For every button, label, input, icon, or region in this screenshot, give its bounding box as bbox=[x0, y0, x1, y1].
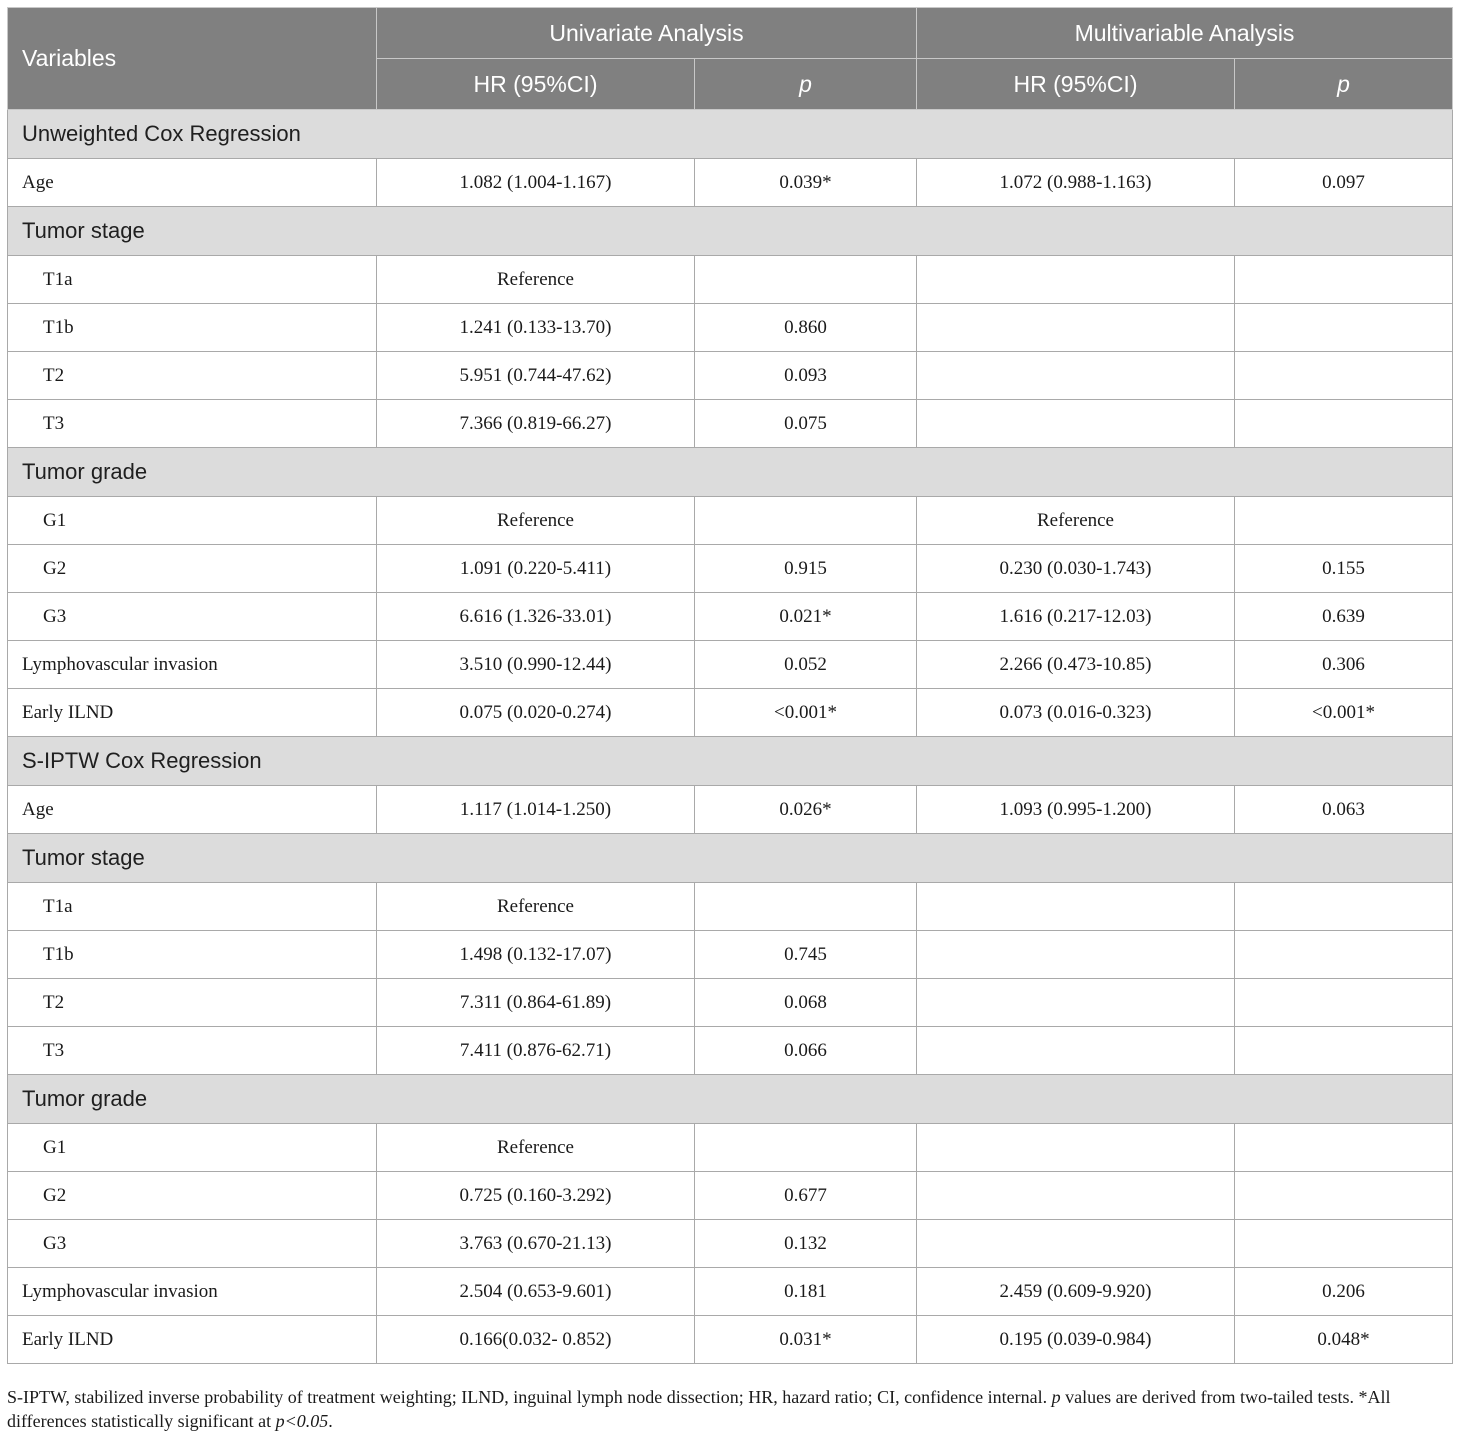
univariate-p-cell bbox=[695, 256, 917, 304]
multivariable-p-cell bbox=[1235, 1027, 1453, 1075]
table-row bbox=[8, 1268, 1453, 1316]
univariate-p-cell bbox=[695, 497, 917, 545]
univariate-hr-cell: 5.951 (0.744-47.62) bbox=[377, 352, 695, 400]
variable-cell: T3 bbox=[8, 1027, 377, 1075]
section-row bbox=[8, 834, 1453, 883]
variable-cell: G1 bbox=[8, 1124, 377, 1172]
univariate-hr-cell: Reference bbox=[377, 1124, 695, 1172]
univariate-p-cell: 0.066 bbox=[695, 1027, 917, 1075]
univariate-p-cell: 0.745 bbox=[695, 931, 917, 979]
multivariable-hr-cell bbox=[917, 1220, 1235, 1268]
multivariable-p-cell bbox=[1235, 304, 1453, 352]
univariate-p-cell: <0.001* bbox=[695, 689, 917, 737]
table-row bbox=[8, 1027, 1453, 1075]
cox-regression-table bbox=[7, 7, 1453, 1364]
multivariable-p-cell: 0.306 bbox=[1235, 641, 1453, 689]
multivariable-hr-cell: 0.195 (0.039-0.984) bbox=[917, 1316, 1235, 1364]
univariate-hr-cell: 7.366 (0.819-66.27) bbox=[377, 400, 695, 448]
univariate-hr-cell: 7.411 (0.876-62.71) bbox=[377, 1027, 695, 1075]
table-row bbox=[8, 304, 1453, 352]
table-row bbox=[8, 1172, 1453, 1220]
multivariable-hr-cell bbox=[917, 352, 1235, 400]
header-variables: Variables bbox=[8, 8, 377, 110]
table-row bbox=[8, 1220, 1453, 1268]
header-univariate-p: p bbox=[695, 59, 917, 110]
univariate-hr-cell: 6.616 (1.326-33.01) bbox=[377, 593, 695, 641]
univariate-p-cell: 0.132 bbox=[695, 1220, 917, 1268]
section-label: S-IPTW Cox Regression bbox=[8, 737, 1453, 786]
table-body bbox=[8, 110, 1453, 1364]
multivariable-p-cell bbox=[1235, 1220, 1453, 1268]
variable-cell: T2 bbox=[8, 352, 377, 400]
multivariable-p-cell bbox=[1235, 883, 1453, 931]
table-row bbox=[8, 979, 1453, 1027]
table-row bbox=[8, 545, 1453, 593]
multivariable-hr-cell: 2.459 (0.609-9.920) bbox=[917, 1268, 1235, 1316]
multivariable-hr-cell: 1.616 (0.217-12.03) bbox=[917, 593, 1235, 641]
table-row bbox=[8, 1124, 1453, 1172]
table-row bbox=[8, 159, 1453, 207]
multivariable-hr-cell bbox=[917, 883, 1235, 931]
multivariable-hr-cell bbox=[917, 256, 1235, 304]
variable-cell: G3 bbox=[8, 1220, 377, 1268]
header-multivariable-hr: HR (95%CI) bbox=[917, 59, 1235, 110]
table-footnote bbox=[7, 1385, 1455, 1433]
header-univariate-hr: HR (95%CI) bbox=[377, 59, 695, 110]
variable-cell: Lymphovascular invasion bbox=[8, 1268, 377, 1316]
footnote-end: . bbox=[328, 1411, 333, 1431]
multivariable-hr-cell: 0.073 (0.016-0.323) bbox=[917, 689, 1235, 737]
univariate-p-cell: 0.021* bbox=[695, 593, 917, 641]
univariate-hr-cell: 0.166(0.032- 0.852) bbox=[377, 1316, 695, 1364]
header-multivariable-p: p bbox=[1235, 59, 1453, 110]
section-row bbox=[8, 1075, 1453, 1124]
multivariable-hr-cell bbox=[917, 304, 1235, 352]
header-multivariable: Multivariable Analysis bbox=[917, 8, 1453, 59]
variable-cell: T1b bbox=[8, 931, 377, 979]
multivariable-hr-cell: 1.072 (0.988-1.163) bbox=[917, 159, 1235, 207]
univariate-p-cell: 0.052 bbox=[695, 641, 917, 689]
variable-cell: T1b bbox=[8, 304, 377, 352]
multivariable-hr-cell bbox=[917, 1124, 1235, 1172]
multivariable-hr-cell: Reference bbox=[917, 497, 1235, 545]
univariate-p-cell: 0.860 bbox=[695, 304, 917, 352]
variable-cell: G3 bbox=[8, 593, 377, 641]
multivariable-p-cell: 0.048* bbox=[1235, 1316, 1453, 1364]
multivariable-p-cell bbox=[1235, 931, 1453, 979]
section-label: Tumor grade bbox=[8, 448, 1453, 497]
header-univariate: Univariate Analysis bbox=[377, 8, 917, 59]
multivariable-p-cell: 0.097 bbox=[1235, 159, 1453, 207]
variable-cell: T1a bbox=[8, 256, 377, 304]
multivariable-p-cell: 0.155 bbox=[1235, 545, 1453, 593]
table-row bbox=[8, 593, 1453, 641]
variable-cell: G1 bbox=[8, 497, 377, 545]
univariate-hr-cell: 3.763 (0.670-21.13) bbox=[377, 1220, 695, 1268]
variable-cell: Age bbox=[8, 786, 377, 834]
table-row bbox=[8, 883, 1453, 931]
section-label: Tumor grade bbox=[8, 1075, 1453, 1124]
multivariable-p-cell bbox=[1235, 352, 1453, 400]
univariate-hr-cell: 7.311 (0.864-61.89) bbox=[377, 979, 695, 1027]
multivariable-hr-cell: 0.230 (0.030-1.743) bbox=[917, 545, 1235, 593]
section-row bbox=[8, 448, 1453, 497]
univariate-p-cell: 0.181 bbox=[695, 1268, 917, 1316]
univariate-p-cell: 0.093 bbox=[695, 352, 917, 400]
section-label: Tumor stage bbox=[8, 834, 1453, 883]
variable-cell: Early ILND bbox=[8, 689, 377, 737]
univariate-p-cell bbox=[695, 1124, 917, 1172]
multivariable-hr-cell bbox=[917, 979, 1235, 1027]
multivariable-hr-cell: 2.266 (0.473-10.85) bbox=[917, 641, 1235, 689]
multivariable-p-cell: <0.001* bbox=[1235, 689, 1453, 737]
univariate-p-cell: 0.039* bbox=[695, 159, 917, 207]
multivariable-p-cell bbox=[1235, 979, 1453, 1027]
table-row bbox=[8, 786, 1453, 834]
univariate-hr-cell: 1.082 (1.004-1.167) bbox=[377, 159, 695, 207]
variable-cell: Lymphovascular invasion bbox=[8, 641, 377, 689]
univariate-hr-cell: 1.091 (0.220-5.411) bbox=[377, 545, 695, 593]
multivariable-hr-cell: 1.093 (0.995-1.200) bbox=[917, 786, 1235, 834]
multivariable-p-cell: 0.063 bbox=[1235, 786, 1453, 834]
multivariable-hr-cell bbox=[917, 931, 1235, 979]
multivariable-p-cell bbox=[1235, 1124, 1453, 1172]
univariate-hr-cell: 1.498 (0.132-17.07) bbox=[377, 931, 695, 979]
variable-cell: T1a bbox=[8, 883, 377, 931]
section-row bbox=[8, 737, 1453, 786]
multivariable-p-cell bbox=[1235, 400, 1453, 448]
univariate-hr-cell: 2.504 (0.653-9.601) bbox=[377, 1268, 695, 1316]
multivariable-p-cell bbox=[1235, 1172, 1453, 1220]
univariate-hr-cell: 3.510 (0.990-12.44) bbox=[377, 641, 695, 689]
table-row bbox=[8, 641, 1453, 689]
univariate-p-cell bbox=[695, 883, 917, 931]
multivariable-hr-cell bbox=[917, 1027, 1235, 1075]
univariate-hr-cell: 0.075 (0.020-0.274) bbox=[377, 689, 695, 737]
multivariable-p-cell: 0.639 bbox=[1235, 593, 1453, 641]
multivariable-p-cell: 0.206 bbox=[1235, 1268, 1453, 1316]
table-row bbox=[8, 1316, 1453, 1364]
table-header bbox=[8, 8, 1453, 110]
table-row bbox=[8, 689, 1453, 737]
univariate-hr-cell: Reference bbox=[377, 883, 695, 931]
variable-cell: G2 bbox=[8, 545, 377, 593]
variable-cell: G2 bbox=[8, 1172, 377, 1220]
univariate-p-cell: 0.026* bbox=[695, 786, 917, 834]
footnote-text-2: values are derived from two-tailed tests. *All differences statistically significant at bbox=[7, 1387, 1391, 1431]
univariate-hr-cell: 1.241 (0.133-13.70) bbox=[377, 304, 695, 352]
table-row bbox=[8, 931, 1453, 979]
footnote-threshold-italic: p<0.05 bbox=[275, 1411, 329, 1431]
variable-cell: T3 bbox=[8, 400, 377, 448]
header-row-1 bbox=[8, 8, 1453, 59]
multivariable-hr-cell bbox=[917, 1172, 1235, 1220]
footnote-p-italic: p bbox=[1051, 1387, 1061, 1407]
univariate-p-cell: 0.915 bbox=[695, 545, 917, 593]
univariate-p-cell: 0.031* bbox=[695, 1316, 917, 1364]
table-row bbox=[8, 400, 1453, 448]
section-label: Unweighted Cox Regression bbox=[8, 110, 1453, 159]
table-row bbox=[8, 256, 1453, 304]
variable-cell: Age bbox=[8, 159, 377, 207]
multivariable-hr-cell bbox=[917, 400, 1235, 448]
variable-cell: T2 bbox=[8, 979, 377, 1027]
univariate-hr-cell: 0.725 (0.160-3.292) bbox=[377, 1172, 695, 1220]
univariate-hr-cell: 1.117 (1.014-1.250) bbox=[377, 786, 695, 834]
univariate-p-cell: 0.068 bbox=[695, 979, 917, 1027]
section-label: Tumor stage bbox=[8, 207, 1453, 256]
variable-cell: Early ILND bbox=[8, 1316, 377, 1364]
results-table-container bbox=[7, 7, 1452, 1364]
multivariable-p-cell bbox=[1235, 256, 1453, 304]
footnote-text-1: S-IPTW, stabilized inverse probability of treatment weighting; ILND, inguinal lymph node dissection; HR, hazard ratio; CI, confidence internal. bbox=[7, 1387, 1052, 1407]
multivariable-p-cell bbox=[1235, 497, 1453, 545]
univariate-hr-cell: Reference bbox=[377, 497, 695, 545]
table-row bbox=[8, 497, 1453, 545]
section-row bbox=[8, 207, 1453, 256]
univariate-p-cell: 0.677 bbox=[695, 1172, 917, 1220]
table-row bbox=[8, 352, 1453, 400]
section-row bbox=[8, 110, 1453, 159]
univariate-p-cell: 0.075 bbox=[695, 400, 917, 448]
univariate-hr-cell: Reference bbox=[377, 256, 695, 304]
